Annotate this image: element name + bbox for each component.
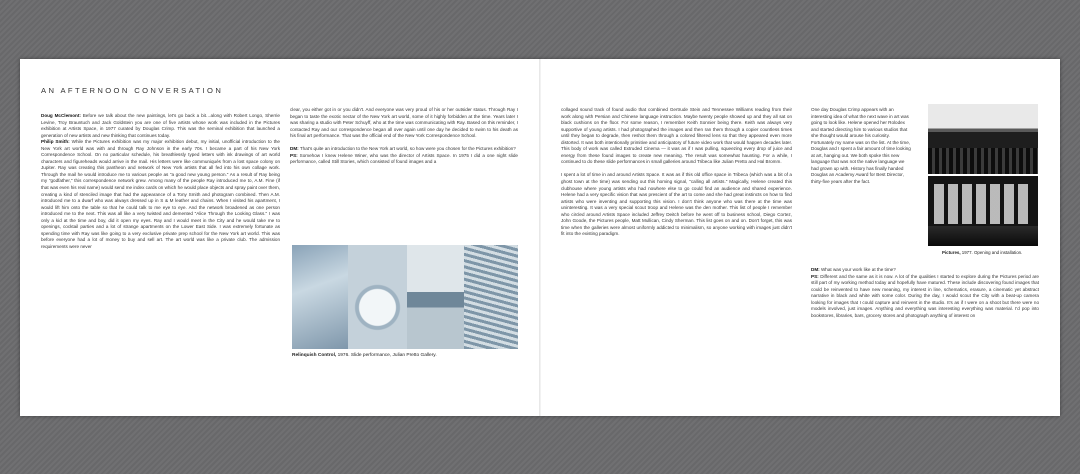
text-column-2 bbox=[290, 107, 518, 237]
book-spread bbox=[20, 59, 1060, 416]
paragraph: Doug McClemont: Before we talk about the new paintings, let's go back a bit…along with Robert Longo, Sherrie Levine, Troy Brauntuch and Jack Goldstein you are one of five artists whose work was included in the Pictures exhibition at Artists Space, in 1977 curated by Douglas Crimp. This was the seminal exhibition that launched a generation of new artists and new thinking that continues today. bbox=[41, 113, 280, 138]
exhibition-installation-photo bbox=[928, 176, 1038, 246]
photo-caption: Relinquish Control, 1976. Slide performance, Julian Pretto Gallery. bbox=[292, 353, 437, 358]
paragraph: I spent a lot of time in and around Artists Space. It was as if this old office space in Tribeca (which was a bit of a ghost town at the time) was sending out this homing signal, "calling all artists." Magically, Helene created this clubhouse where young artists who had nowhere else to go could find an audience and shared experience. Helene had a very specific vision that was prescient of the art to come and she had great instincts on how to find artists who were inventing and supporting this vision. I don't think anyone who was there at the time was uninteresting. It was a very special scout troop and Helene was the den mother. This list of people I remember who circled around Artists Space included Jeffrey Deitch before he went off to business school, Diego Cortez, John Goode, the Pictures people, Matt Mullican, Cindy Sherman. This list goes on and on. Don't forget, this was time when the galleries were almost uniformly addicted to minimalism, so anyone working with images just didn't fit into the existing paradigm. bbox=[561, 172, 792, 237]
paragraph: DM: That's quite an introduction to the New York art world, so how were you chosen for the Pictures exhibition? bbox=[290, 146, 516, 152]
text-column-5 bbox=[811, 267, 1039, 407]
photo-panel bbox=[348, 245, 407, 349]
running-title: AN AFTERNOON CONVERSATION bbox=[41, 86, 224, 95]
paragraph: PS: Somehow I knew Helene Winer, who was the director of Artists Space. In 1975 I did a one night slide performance, called Still Stories, which consisted of found images and a bbox=[290, 152, 518, 165]
speaker-label: PS: bbox=[811, 273, 819, 279]
speaker-label: Philip Smith: bbox=[41, 139, 70, 145]
text-column-3 bbox=[561, 107, 792, 407]
paragraph: PS: Different and the same as it is now. A lot of the qualities I started to explore during the Pictures period are still part of my working method today and hopefully have matured. These include discovering found images that could be reinvented to have new meaning, my interest in line, schematics, erasure, a cinematic yet abstract narrative in black and white with some color. During the day, I would scout the City with a beat-up camera looking for images that I could capture and reinvent in the studio. It's as if I were on a shoot but there were no models involved, just images. Anything and everything was interesting everything was material. I'd pop into bookstores, libraries, bars, grocery stores and photograph anything of interest on bbox=[811, 273, 1039, 318]
paragraph: Philip Smith: While the Pictures exhibition was my major exhibition debut, my initial, unofficial introduction to the New York art world was with and through Ray Johnson in the early 70s. I became a part of his New York Correspondence School. On no particular schedule, his breathlessly typed letters with ink drawings of art world characters and figureheads would arrive in the mail. His letters were like communiqués from a lost space colony on Jupiter. Ray was creating this pantheon and network of New York artists that all fed into his own collage work. Through the mail he would introduce me to various people as "a good new young person." As a result of Ray being my "godfather," this correspondence network grew. Among many of the people Ray introduced me to, A.M. Fine (if that was even his real name) would send me index cards on which he would place objects and spray paint over them, creating a kind of stenciled image that had the appearance of a Tony Smith and photogram combined. Then A.M. introduced me to a dwarf who was always dressed up in S & M leather and chains. When I visited his apartment, I would lift him onto the table so that he could talk to me eye to eye. And the network broadened as one person introduced me to the next. This was all like a very twisted and demented "Alice Through the Looking Glass." I was only a kid at the time and boy, did it open my eyes. Ray and I would meet in the City and he would take me to openings, cocktail parties and a lot of strange apartments on the Lower East Side. I was extremely fortunate as spending time with Ray was like going to a very exclusive private prep school for the New York art world. This was before everyone had a lot of money to buy and sell art. The art world was like a private club. The admission requirements were never bbox=[41, 139, 280, 249]
paragraph: clear, you either got in or you didn't. And everyone was very proud of his or her outsider status. Through Ray I began to taste the exotic nectar of the New York art world, some of it highly forbidden at the time. Years later I was sharing a studio with Peter Schuyff, who at the time was communicating with Ray. Based on this reminder, I contacted Ray and our correspondence began all over again until one day he decided to swim to his death as his final art performance. That was the official end of the New York Correspondence School. bbox=[290, 107, 518, 139]
photo-panel bbox=[464, 245, 518, 349]
paragraph: One day Douglas Crimp appears with an interesting idea of what the next wave in art was going to look like. Helene opened her Rolodex and started directing him to various studios that she thought would arouse his curiosity. Fortunately my name was on the list. At the time, Douglas and I spent a fair amount of time looking at art, hanging out. We both spoke this new language that was not the native language we had grown up with. History has finally handed Douglas an Academy Award for Best Director, thirty-five years after the fact. bbox=[811, 107, 911, 185]
exhibition-opening-photo bbox=[928, 104, 1038, 174]
speaker-label: PS: bbox=[290, 152, 298, 158]
photo-caption: Pictures, 1977. Opening and installation. bbox=[942, 250, 1023, 255]
text-column-1 bbox=[41, 113, 280, 413]
page-gutter bbox=[539, 59, 541, 416]
speaker-label: Doug McClemont: bbox=[41, 113, 81, 118]
photo-panel bbox=[292, 245, 348, 349]
speaker-label: DM: bbox=[290, 146, 299, 152]
speaker-label: DM: bbox=[811, 267, 820, 272]
paragraph: DM: What was your work like at the time? bbox=[811, 267, 896, 272]
paragraph: collaged sound track of found audio that combined Gertrude Stein and Tennessee Williams reading from their work along with Persian and Chinese language instruction. Maybe twenty people showed up and they all sat on black cushions on the floor. For some reason, I remember Keith Sonnier being there. Keith was always very supportive of young artists. I had photographed the images and then ran them through a copier countless times until they began to degrade, then reshot them through a colored filtered lens so that they appeared even more distorted. It was both intentionally primitive and anticipatory of future video work that would happen decades later. This body of work was called Extruded Cinema — it was as if I was pulling, squeezing every drop of juice and energy from these found images to create new meaning. The result was somewhat haunting. For a while, I continued to do these slide performances in small galleries around Tribeca like Julian Pretto and Hal Bromm. bbox=[561, 107, 792, 165]
photo-panel bbox=[407, 245, 464, 349]
slide-performance-photo bbox=[292, 245, 518, 349]
